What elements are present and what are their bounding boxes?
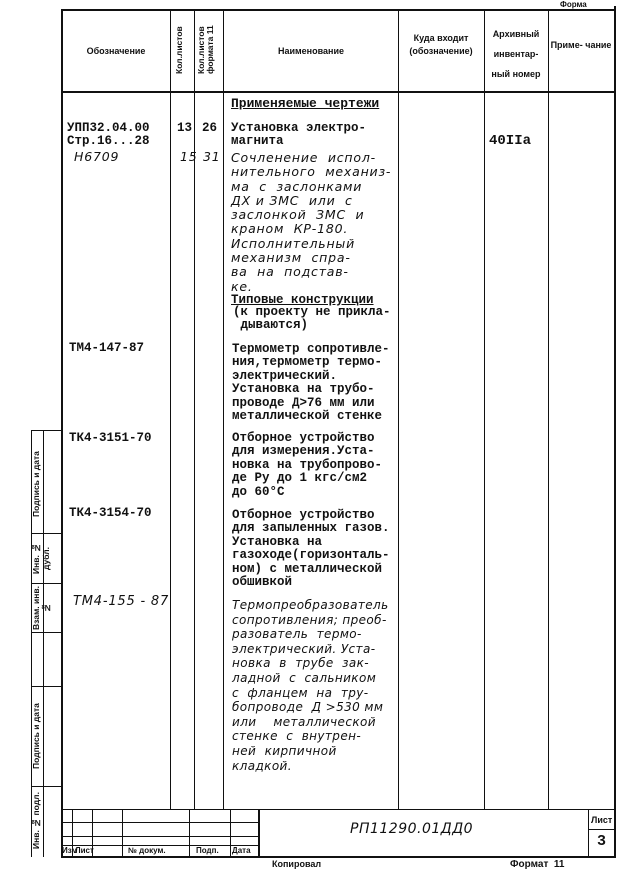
- footer-format: Формат 11: [510, 859, 565, 870]
- row1-sheets-f11: 26: [202, 121, 218, 135]
- row6-name: Термопреобразователь сопротивления; преоб- разователь термо- электрический. Уста- новка в трубе зак- ладной с сальником с фланцем на тру- бопроводе Д >530 мм или металлической стенке с внутрен- ней кирпичной кладкой.: [232, 598, 389, 773]
- side-label-inv-podl: Инв. № подл.: [31, 792, 41, 850]
- row3-name: Термометр сопротивле- ния,термометр термо- электрический. Установка на трубо- проводе Д>76 мм или металлической стенке: [232, 342, 390, 424]
- row6-designation: ТМ4-155 - 87: [73, 594, 170, 609]
- row4-designation: ТК4-3151-70: [69, 431, 152, 445]
- col-where-header: Куда входит (обозначение): [409, 33, 473, 56]
- side-label-sign-date-2: Подпись и дата: [31, 703, 41, 769]
- row2-designation: Н6709: [74, 149, 120, 164]
- row2-name: Сочленение испол- нительного механиз- ма с заслонками ДХ и ЗМС или с заслонкой ЗМС и краном КР-180. Исполнительный механизм спра- ва на подстав- ке.: [231, 150, 392, 294]
- row1-name: Установка электро- магнита: [231, 121, 367, 149]
- row1-sheets: 13: [177, 121, 193, 135]
- row5-name: Отборное устройство для запыленных газов. Установка на газоходе(горизонталь- ном) с металлической обшивкой: [232, 508, 390, 590]
- col-name-header: Наименование: [277, 46, 345, 56]
- row2-sheets-f11: 31: [203, 149, 221, 164]
- tb-sign: Подп.: [196, 846, 219, 855]
- col-archive-header: Архивный инвентар- ный номер: [491, 29, 541, 79]
- row1-archive: 40IIа: [489, 133, 532, 149]
- side-label-inv-dubl: Инв. № дубл.: [31, 542, 51, 575]
- tb-sheet-label: Лист: [591, 815, 613, 825]
- section-typical-note: (к проекту не прикла- дываются): [233, 305, 391, 333]
- section-typical: Типовые конструкции: [231, 293, 374, 307]
- col-note-header: Приме- чание: [550, 40, 612, 50]
- section-applied-drawings: Применяемые чертежи: [231, 96, 380, 111]
- row2-sheets: 15: [180, 149, 198, 164]
- row4-name: Отборное устройство для измерения.Уста- новка на трубопрово- де Ру до 1 кгс/см2 до 60°С: [232, 431, 383, 499]
- side-label-sign-date-1: Подпись и дата: [31, 451, 41, 517]
- row5-designation: ТК4-3154-70: [69, 506, 152, 520]
- form-label: Форма: [560, 0, 587, 9]
- tb-sheet-number: 3: [597, 833, 607, 850]
- col-designation-header: Обозначение: [86, 46, 146, 56]
- tb-list: Лист: [75, 846, 94, 855]
- footer-copied: Копировал: [272, 859, 322, 869]
- side-label-vzam-inv: Взам. инв. №: [31, 586, 51, 630]
- tb-izm: Изм: [62, 846, 78, 855]
- tb-doc-code: РП11290.01ДД0: [350, 821, 474, 837]
- col-sheets-format-header: Кол.листов формата 11: [196, 25, 215, 75]
- tb-date: Дата: [232, 846, 251, 855]
- row3-designation: ТМ4-147-87: [69, 341, 145, 355]
- row1-designation: УПП32.04.00 Стр.16...28: [67, 121, 150, 149]
- col-sheets-header: Кол.листов: [174, 26, 184, 74]
- tb-doc-no: № докум.: [128, 846, 166, 855]
